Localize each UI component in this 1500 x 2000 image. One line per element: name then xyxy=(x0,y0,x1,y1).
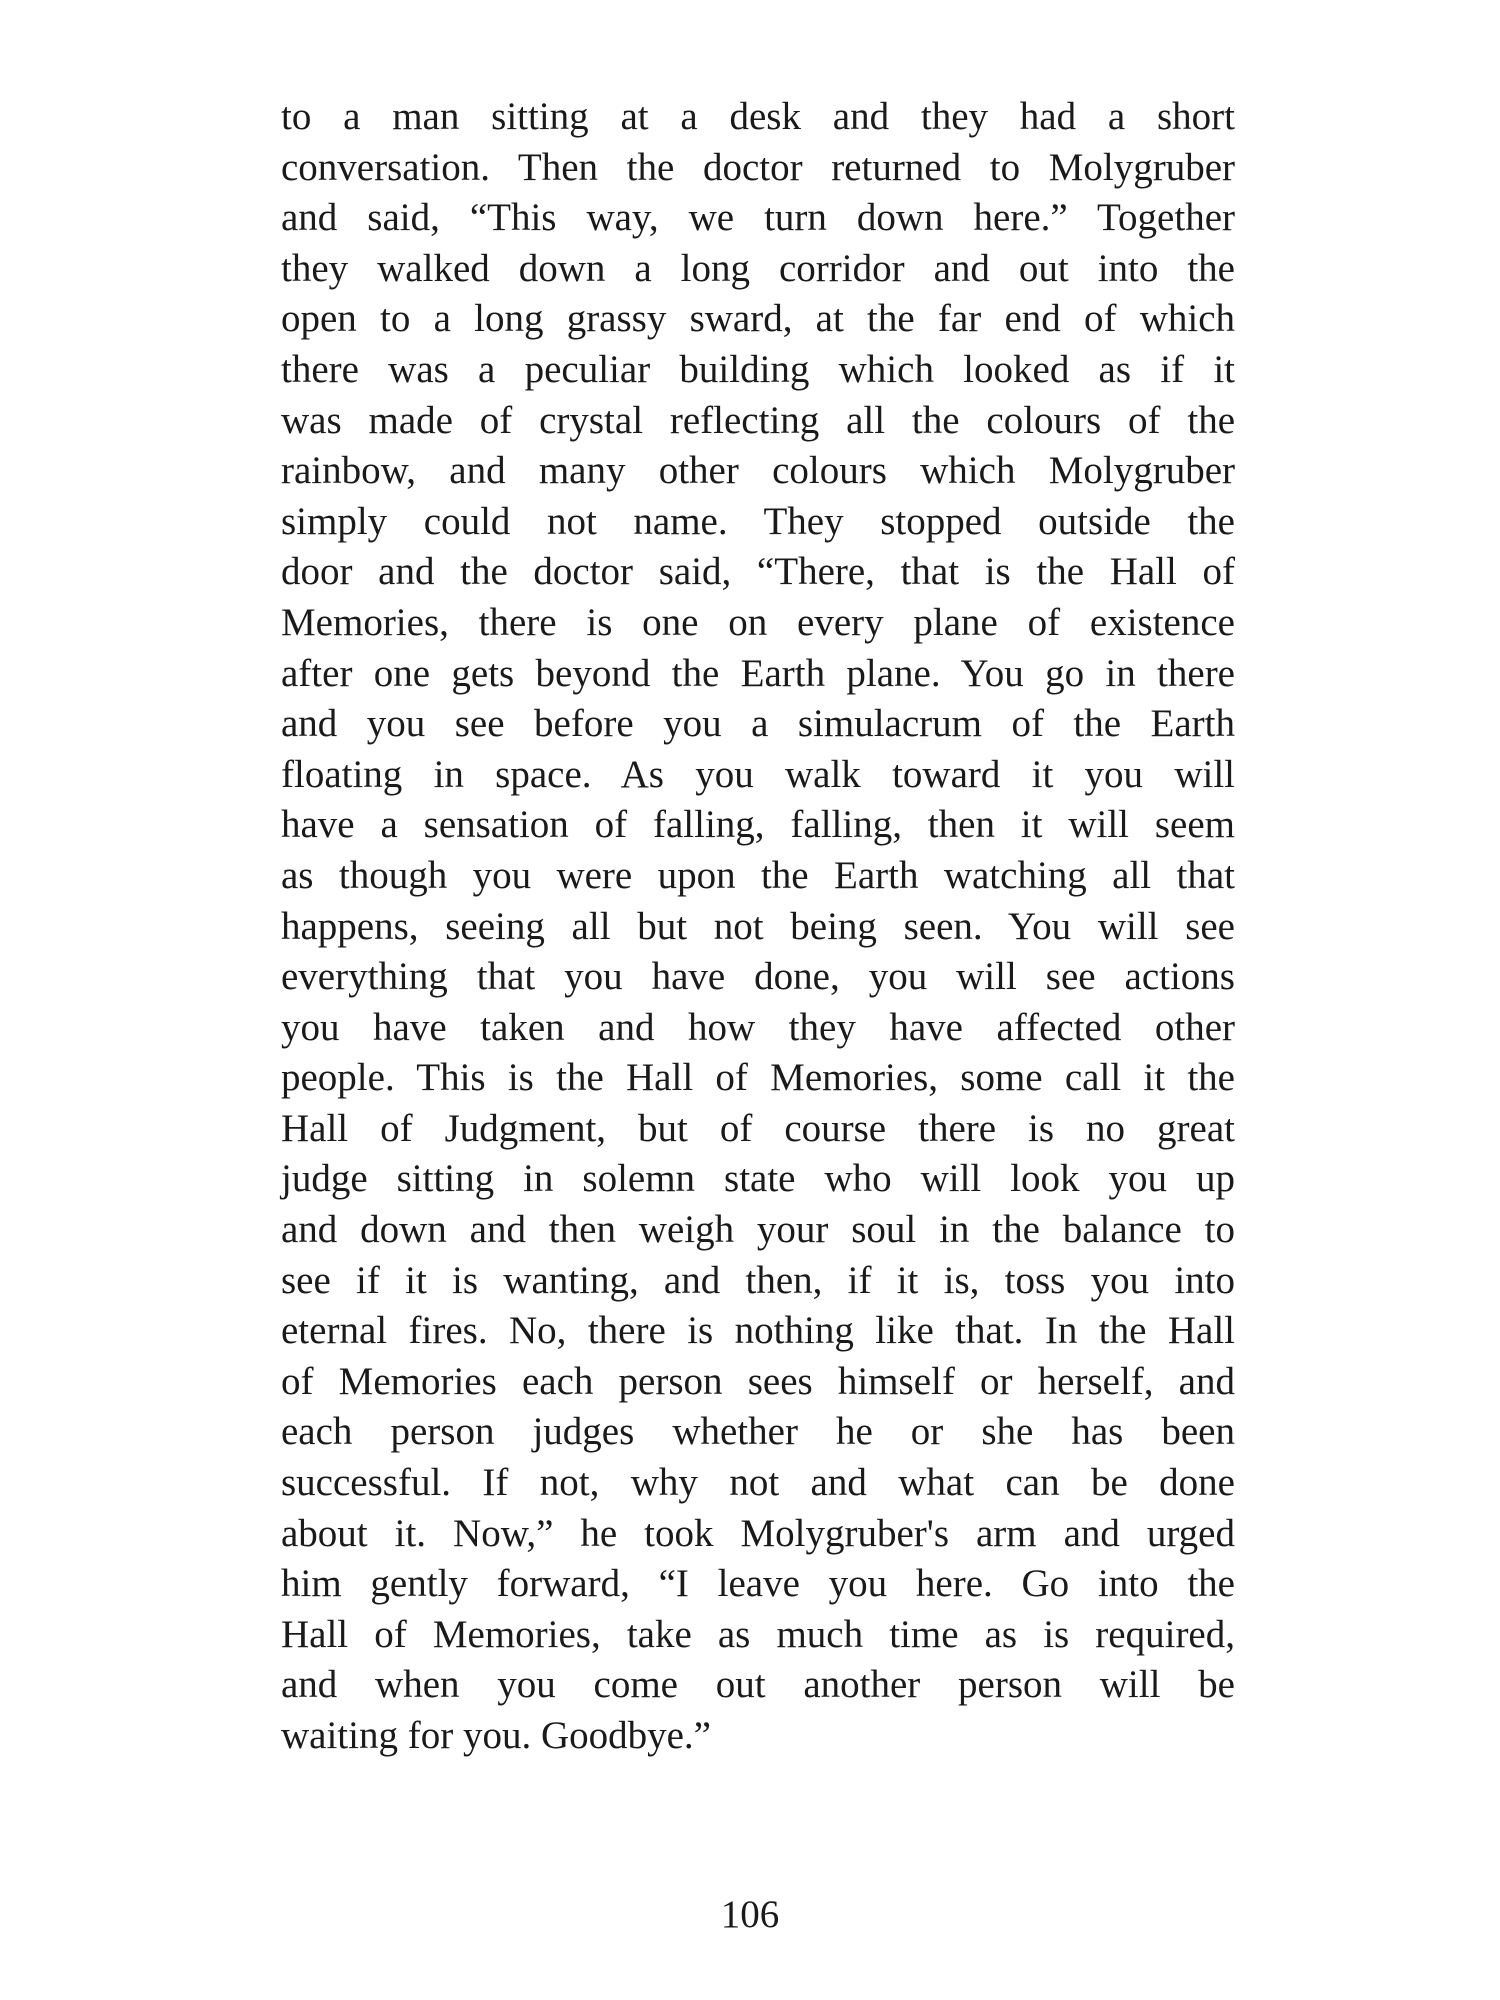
text-line: rainbow, and many other colours which Molygruber xyxy=(281,449,1235,493)
text-line: of Memories each person sees himself or herself, and xyxy=(281,1359,1235,1403)
text-line: conversation. Then the doctor returned to Molygruber xyxy=(281,145,1235,189)
text-line: as though you were upon the Earth watching all that xyxy=(281,853,1235,897)
text-line: see if it is wanting, and then, if it is, toss you into xyxy=(281,1258,1235,1302)
text-line: people. This is the Hall of Memories, some call it the xyxy=(281,1056,1235,1100)
text-line: Hall of Judgment, but of course there is no great xyxy=(281,1106,1235,1150)
text-line: after one gets beyond the Earth plane. You go in there xyxy=(281,651,1235,695)
text-line: about it. Now,” he took Molygruber's arm and urged xyxy=(281,1511,1235,1555)
text-line: floating in space. As you walk toward it you will xyxy=(281,752,1235,796)
text-line: each person judges whether he or she has been xyxy=(281,1410,1235,1454)
text-line: door and the doctor said, “There, that is the Hall of xyxy=(281,550,1235,594)
text-line: you have taken and how they have affected other xyxy=(281,1005,1235,1049)
text-line: was made of crystal reflecting all the colours of the xyxy=(281,398,1235,442)
text-line: Hall of Memories, take as much time as is required, xyxy=(281,1612,1235,1656)
text-line: open to a long grassy sward, at the far end of which xyxy=(281,297,1235,341)
text-line: simply could not name. They stopped outside the xyxy=(281,499,1235,543)
text-line: and when you come out another person will be xyxy=(281,1663,1235,1707)
text-line: there was a peculiar building which looked as if it xyxy=(281,347,1235,391)
text-line: Memories, there is one on every plane of existence xyxy=(281,600,1235,644)
text-line: happens, seeing all but not being seen. You will see xyxy=(281,904,1235,948)
page-number: 106 xyxy=(720,1893,780,1936)
text-line: and down and then weigh your soul in the balance to xyxy=(281,1208,1235,1252)
text-line: everything that you have done, you will see actions xyxy=(281,955,1235,999)
text-line: waiting for you. Goodbye.” xyxy=(281,1714,711,1757)
text-line: and you see before you a simulacrum of the Earth xyxy=(281,702,1235,746)
text-line: have a sensation of falling, falling, then it will seem xyxy=(281,803,1235,847)
text-line: successful. If not, why not and what can be done xyxy=(281,1461,1235,1505)
text-line: him gently forward, “I leave you here. Go into the xyxy=(281,1562,1235,1606)
text-line: and said, “This way, we turn down here.” Together xyxy=(281,196,1235,240)
text-line: to a man sitting at a desk and they had a short xyxy=(281,95,1235,138)
text-line: judge sitting in solemn state who will look you up xyxy=(281,1157,1235,1201)
body-text xyxy=(281,92,1235,1762)
text-line: they walked down a long corridor and out into the xyxy=(281,246,1235,290)
text-line: eternal fires. No, there is nothing like that. In the Hall xyxy=(281,1309,1235,1353)
